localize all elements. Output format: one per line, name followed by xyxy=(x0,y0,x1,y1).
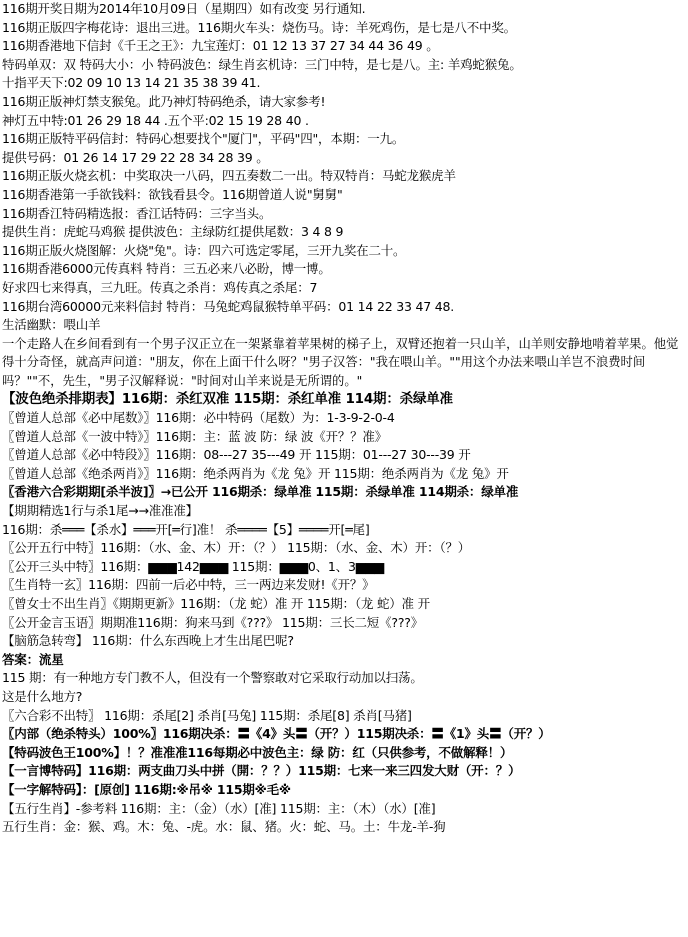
must-segment-line: 〖曾道人总部《必中特段》〗116期：08---27 35---49 开 115期：01---27 30---39 开 xyxy=(2,447,471,463)
three-heads-line: 〖公开三头中特〗116期：▆▆▆142▆▆▆ 115期：▆▆▆0、1、3▆▆▆ xyxy=(2,558,384,574)
select-one-line: 【期期精选1行与杀1尾→→准准准】 xyxy=(2,503,198,519)
riddle-answer: 答案：流星 xyxy=(2,651,64,667)
taiwan-letter-line: 116期台湾60000元来料信封 特肖：马兔蛇鸡鼠猴特单平码：01 14 22 33 47 48. xyxy=(2,298,455,314)
fax-6000-line: 116期香港6000元传真料 特肖：三五必来八必盼，博一博。 xyxy=(2,261,331,277)
zodiac-mystery-line: 〖生肖特一玄〗116期：四前一后必中特，三一两边来发财!《开？》 xyxy=(2,577,375,593)
must-tail-line: 〖曾道人总部《必中尾数》〗116期：必中特码（尾数）为：1-3-9-2-0-4 xyxy=(2,410,395,426)
ms-no-zodiac-line: 〖曾女士不出生肖〗《期期更新》116期：（龙 蛇）准 开 115期：（龙 蛇）准 开 xyxy=(2,596,430,612)
wave-king-line: 【特码波色王100%】！？准准准116每期必中波色主：绿 防：红（只供参考，不做解释！） xyxy=(2,744,513,760)
half-wave-line: 〖香港六合彩期期[杀半波]〗→已公开 116期杀：绿单准 115期：杀绿单准 114期杀：绿单准 xyxy=(2,484,519,500)
zodiac-offer-line: 提供生肖：虎蛇马鸡猴 提供波色：主绿防红提供尾数：3 4 8 9 xyxy=(2,224,344,240)
internal-kill-head-line: 〖内部（绝杀特头）100%〗116期决杀：〓《4》头〓（开？）115期决杀：〓《1》头〓（开？） xyxy=(2,726,551,742)
flat-code-letter-line: 116期正版特平码信封：特码心想要找个"厦门"，平码"四"，本期：一九。 xyxy=(2,131,405,147)
five-element-zodiac-line: 【五行生肖】-参考料 116期：主：（金）（水）[准] 115期：主：（木）（水）[准] xyxy=(2,800,436,816)
fire-diagram-line: 116期正版火烧图解：火烧"兔"。诗：四六可选定零尾，三开九奖在二十。 xyxy=(2,242,406,258)
hk-letter-line: 116期香港地下信封《千王之王》：九宝莲灯：01 12 13 37 27 34 44 36 49 。 xyxy=(2,38,439,54)
numbers-line: 提供号码：01 26 14 17 29 22 28 34 28 39 。 xyxy=(2,149,269,165)
one-char-line: 【一字解特码】：[原创] 116期:※吊※ 115期※毛※ xyxy=(2,781,291,797)
color-kill-table: 【波色绝杀排期表】116期：杀红双准 115期：杀红单准 114期：杀绿单准 xyxy=(2,391,453,408)
one-word-bet-line: 【一言博特码】116期：两支曲刀头中拼（開：？？）115期：七来一来三四发大财（开：？） xyxy=(2,763,521,779)
five-elements-line: 〖公开五行中特〗116期：（水、金、木）开：（？） 115期：（水、金、木）开：（？） xyxy=(2,540,471,556)
draw-date-line: 116期开奖日期为2014年10月09日（星期四）如有改变 另行通知. xyxy=(2,1,366,16)
magic-lamp-line: 116期正版神灯禁支猴兔。此乃神灯特码绝杀，请大家参考! xyxy=(2,93,326,109)
first-hand-line: 116期香港第一手欲钱料：欲钱看县令。116期曾道人说"舅舅" xyxy=(2,186,343,202)
xiangjiang-line: 116期香江特码精选报：香江话特码：三字当头。 xyxy=(2,205,272,221)
riddle-question: 这是什么地方? xyxy=(2,688,83,704)
no-special-line: 〖六合彩不出特〗 116期：杀尾[2] 杀肖[马兔] 115期：杀尾[8] 杀肖[马猪] xyxy=(2,707,412,723)
humor-story: 一个走路人在乡间看到有一个男子汉正立在一架紧靠着苹果树的梯子上，双臂还抱着一只山羊，山羊则安静地啃着苹果。他觉得十分奇怪，就高声问道："朋友，你在上面干什么呀？"男子汉答："我在喂山羊。""用这个办法来喂山羊岂不浪费时间吗？""不，先生，"男子汉解释说："时间对山羊来说是无所谓的。" xyxy=(2,336,679,388)
fire-mystery-line: 116期正版火烧玄机：中奖取决一八码，四五奏数二一出。特双特肖：马蛇龙猴虎羊 xyxy=(2,168,456,184)
plum-poem-line: 116期正版四字梅花诗：退出三进。116期火车头：烧伤马。诗：羊死鸡伤，是七是八不中奖。 xyxy=(2,19,516,35)
riddle-115-line: 115 期：有一种地方专门教不人，但没有一个警察敢对它采取行动加以扫荡。 xyxy=(2,670,423,686)
one-wave-line: 〖曾道人总部《一波中特》〗116期：主：蓝 波 防：绿 波《开？？准》 xyxy=(2,428,388,444)
element-mapping-line: 五行生肖：金：猴、鸡。木：兔、-虎。水：鼠、猪。火：蛇、马。土：牛龙-羊-狗 xyxy=(2,819,446,835)
fax-kill-line: 好求四七来得真，三九旺。传真之杀肖：鸡传真之杀尾：7 xyxy=(2,279,318,295)
kill-two-zodiac-line: 〖曾道人总部《绝杀两肖》〗116期：绝杀两肖为《龙 兔》开 115期：绝杀两肖为《龙 兔》开 xyxy=(2,465,509,481)
lamp-five-line: 神灯五中特:01 26 29 18 44 .五个平:02 15 19 28 40 . xyxy=(2,112,309,128)
golden-words-line: 〖公开金言玉语〗期期准116期：狗来马到《???》 115期：三长二短《???》 xyxy=(2,614,423,630)
humor-heading: 生活幽默：喂山羊 xyxy=(2,317,101,333)
ten-finger-line: 十指平天下:02 09 10 13 14 21 35 38 39 41. xyxy=(2,75,261,91)
kill-water-line: 116期：杀═══【杀水】═══开[═行]准！ 杀════【5】════开[═尾] xyxy=(2,521,370,537)
riddle-line: 【脑筋急转弯】 116期：什么东西晚上才生出尾巴呢? xyxy=(2,633,294,649)
special-code-line: 特码单双：双 特码大小：小 特码波色：绿生肖玄机诗：三门中特，是七是八。主: 羊鸡蛇猴兔。 xyxy=(2,56,522,72)
